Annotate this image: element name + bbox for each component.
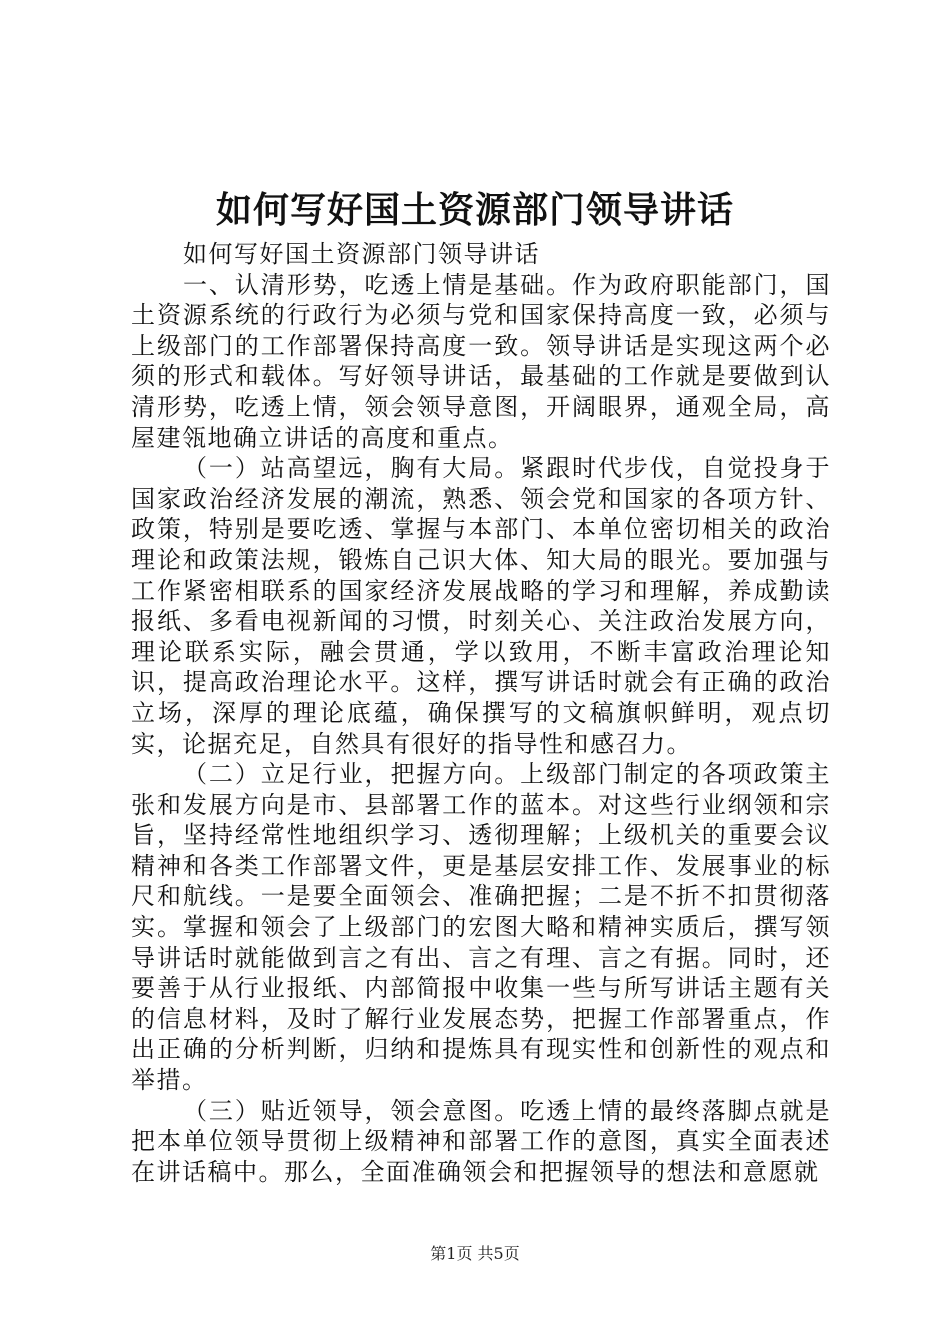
paragraph-subsection-1: （一）站高望远，胸有大局。紧跟时代步伐，自觉投身于国家政治经济发展的潮流，熟悉、领会党和国家的各项方针、政策，特别是要吃透、掌握与本部门、本单位密切相关的政治理论和政策法规，锻炼自己识大体、知大局的眼光。要加强与工作紧密相联系的国家经济发展战略的学习和理解，养成勤读报纸、多看电视新闻的习惯，时刻关心、关注政治发展方向，理论联系实际，融会贯通，学以致用，不断丰富政治理论知识，提高政治理论水平。这样，撰写讲话时就会有正确的政治立场，深厚的理论底蕴，确保撰写的文稿旗帜鲜明，观点切实，论据充足，自然具有很好的指导性和感召力。 — [131, 454, 831, 758]
document-title: 如何写好国土资源部门领导讲话 — [215, 189, 734, 231]
page-footer: 第1页 共5页 — [430, 1244, 520, 1263]
paragraph-subtitle: 如何写好国土资源部门领导讲话 — [183, 240, 540, 268]
paragraph-subsection-2: （二）立足行业，把握方向。上级部门制定的各项政策主张和发展方向是市、县部署工作的蓝本。对这些行业纲领和宗旨，坚持经常性地组织学习、透彻理解；上级机关的重要会议精神和各类工作部署文件，更是基层安排工作、发展事业的标尺和航线。一是要全面领会、准确把握；二是不折不扣贯彻落实。掌握和领会了上级部门的宏图大略和精神实质后，撰写领导讲话时就能做到言之有出、言之有理、言之有据。同时，还要善于从行业报纸、内部简报中收集一些与所写讲话主题有关的信息材料，及时了解行业发展态势，把握工作部署重点，作出正确的分析判断，归纳和提炼具有现实性和创新性的观点和举措。 — [131, 760, 831, 1095]
paragraph-section-1: 一、认清形势，吃透上情是基础。作为政府职能部门，国土资源系统的行政行为必须与党和国家保持高度一致，必须与上级部门的工作部署保持高度一致。领导讲话是实现这两个必须的形式和载体。写好领导讲话，最基础的工作就是要做到认清形势，吃透上情，领会领导意图，开阔眼界，通观全局，高屋建瓴地确立讲话的高度和重点。 — [131, 270, 831, 452]
document-body — [131, 239, 831, 1187]
paragraph-subsection-3: （三）贴近领导，领会意图。吃透上情的最终落脚点就是把本单位领导贯彻上级精神和部署工作的意图，真实全面表述在讲话稿中。那么，全面准确领会和把握领导的想法和意愿就 — [131, 1096, 831, 1186]
